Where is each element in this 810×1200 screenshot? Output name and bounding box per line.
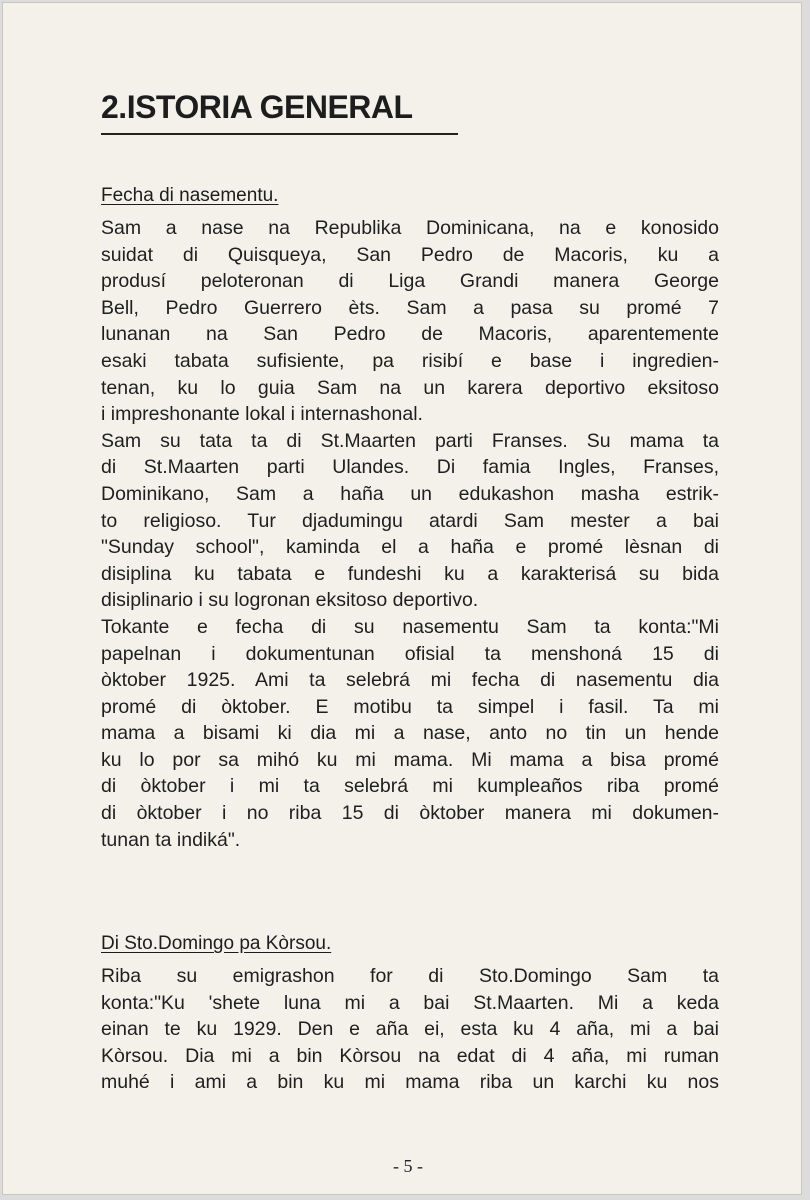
text-line: lunanan na San Pedro de Macoris, aparentemente: [101, 323, 719, 346]
text-line: Bell, Pedro Guerrero èts. Sam a pasa su promé 7: [101, 296, 719, 319]
text-line: konta:"Ku 'shete luna mi a bai St.Maarten. Mi a keda: [101, 991, 719, 1014]
text-line: Sam a nase na Republika Dominicana, na e konosido: [101, 217, 719, 239]
text-line: tenan, ku lo guia Sam na un karera deportivo eksitoso: [101, 376, 719, 399]
text-line: Kòrsou. Dia mi a bin Kòrsou na edat di 4 aña, mi ruman: [101, 1044, 719, 1067]
text-line: Dominikano, Sam a haña un edukashon masha estrik-: [101, 482, 719, 505]
text-line: di St.Maarten parti Ulandes. Di famia Ingles, Franses,: [101, 456, 719, 479]
text-line: suidat di Quisqueya, San Pedro de Macoris, ku a: [101, 243, 719, 266]
text-line: "Sunday school", kaminda el a haña e promé lèsnan di: [101, 536, 719, 559]
section-heading-birth-date: Fecha di nasementu.: [101, 185, 279, 206]
text-line: promé di òktober. E motibu ta simpel i fasil. Ta mi: [101, 695, 719, 718]
chapter-title: 2.ISTORIA GENERAL: [101, 89, 413, 125]
text-line: einan te ku 1929. Den e aña ei, esta ku 4 aña, mi a bai: [101, 1018, 719, 1041]
text-line: to religioso. Tur djadumingu atardi Sam mester a bai: [101, 509, 719, 532]
text-line: muhé i ami a bin ku mi mama riba un karchi ku nos: [101, 1071, 719, 1094]
section-body-birth-date: [101, 215, 719, 853]
text-line: esaki tabata sufisiente, pa risibí e base i ingredien-: [101, 349, 719, 372]
text-line: disiplina ku tabata e fundeshi ku a karakterisá su bida: [101, 562, 719, 585]
text-line: tunan ta indiká".: [101, 828, 241, 851]
text-line: disiplinario i su logronan eksitoso deportivo.: [101, 589, 479, 612]
text-line: di òktober i no riba 15 di òktober manera mi dokumen-: [101, 802, 719, 825]
text-line: Sam su tata ta di St.Maarten parti Franses. Su mama ta: [101, 429, 719, 452]
text-line: i impreshonante lokal i internashonal.: [101, 403, 423, 426]
book-page: [2, 2, 802, 1195]
text-line: mama a bisami ki dia mi a nase, anto no tin un hende: [101, 722, 719, 745]
text-line: ku lo por sa mihó ku mi mama. Mi mama a bisa promé: [101, 748, 719, 771]
text-line: Tokante e fecha di su nasementu Sam ta konta:"Mi: [101, 615, 719, 638]
text-line: di òktober i mi ta selebrá mi kumpleaños riba promé: [101, 775, 719, 798]
section-heading-to-korsou: Di Sto.Domingo pa Kòrsou.: [101, 933, 332, 954]
title-underline: [101, 133, 458, 135]
text-line: òktober 1925. Ami ta selebrá mi fecha di nasementu dia: [101, 669, 719, 692]
text-line: produsí peloteronan di Liga Grandi manera George: [101, 270, 719, 293]
page-number: - 5 -: [393, 1156, 423, 1176]
text-line: papelnan i dokumentunan ofisial ta menshoná 15 di: [101, 642, 719, 665]
section-body-to-korsou: [101, 963, 719, 1096]
text-line: Riba su emigrashon for di Sto.Domingo Sam ta: [101, 965, 719, 987]
